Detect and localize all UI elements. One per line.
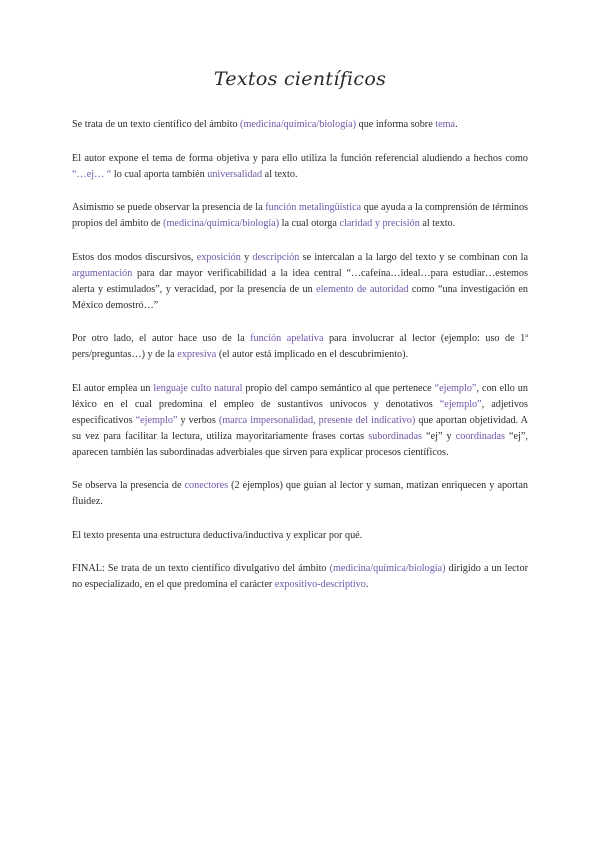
highlighted-text: lenguaje culto natural [153, 382, 243, 394]
text-run: Se observa la presencia de [72, 480, 185, 491]
highlighted-text: (marca impersonalidad, presente del indicativo) [218, 414, 416, 426]
text-run: El autor expone el tema de forma objetiva y para ello utiliza la función referencial aludiendo a hechos como [72, 152, 528, 164]
highlighted-text: claridad y precisión [339, 218, 420, 229]
text-run: que aportan objetividad. A su vez para facilitar la lectura, utiliza mayoritariamente frases cortas [72, 414, 528, 442]
highlighted-text: universalidad [207, 168, 263, 180]
text-run: . [455, 119, 458, 130]
text-run: “ej”, aparecen también las subordinadas adverbiales que sirven para explicar procesos científicos. [72, 430, 528, 458]
text-run: , con ello un léxico en el cual predomina el empleo de sustantivos unívocos y denotativos [72, 382, 528, 410]
text-run: El texto presenta una estructura deductiva/inductiva y explicar por qué. [72, 529, 363, 541]
text-run: (2 ejemplos) que guían al lector y suman, matizan enriquecen y aportan fluidez. [72, 480, 528, 507]
paragraph [72, 151, 528, 183]
text-run: (el autor está implicado en el descubrimiento). [216, 349, 409, 360]
text-run: y verbos [177, 414, 219, 426]
highlighted-text: “ejemplo” [439, 398, 482, 410]
paragraph [72, 250, 528, 314]
text-run: para involucrar al lector (ejemplo: uso de 1ª pers/preguntas…) y de la [72, 333, 528, 360]
highlighted-text: (medicina/química/biología) [240, 119, 357, 130]
highlighted-text: función apelativa [250, 333, 324, 344]
text-run: Se trata de un texto científico del ámbito [72, 119, 241, 130]
highlighted-text: tema [435, 119, 456, 130]
text-run: para dar mayor verificabilidad a la idea central “…cafeína…ideal…para estudiar…estemos alerta y estimulados”, y veracidad, por la presencia de un [72, 267, 528, 295]
text-run: Asimismo se puede observar la presencia de la [72, 202, 266, 213]
text-run: El autor emplea un [72, 382, 154, 394]
text-run: dirigido a un lector no especializado, en el que predomina el carácter [72, 563, 528, 590]
page-title: Textos científicos [213, 68, 387, 90]
text-run: , adjetivos especificativos [72, 398, 528, 426]
text-run: se intercalan a la largo del texto y se combinan con la [299, 251, 529, 263]
highlighted-text: función metalingüística [265, 202, 362, 213]
document-body [72, 117, 528, 611]
highlighted-text: expositivo-descriptivo [274, 579, 366, 590]
paragraph [72, 528, 528, 544]
text-run: . [365, 579, 369, 590]
text-run: lo cual aporta también [111, 168, 208, 180]
paragraph [72, 200, 528, 232]
text-run: como “una investigación en México demostró…” [72, 283, 528, 311]
paragraph [72, 117, 528, 133]
text-run: y [240, 251, 253, 263]
text-run: al texto. [419, 218, 456, 229]
text-run: propio del campo semántico al que pertenece [242, 382, 435, 394]
text-run: la cual otorga [279, 218, 340, 229]
highlighted-text: argumentación [72, 267, 133, 279]
text-run: Por otro lado, el autor hace uso de la [72, 333, 251, 344]
highlighted-text: “ejemplo” [434, 382, 477, 394]
highlighted-text: (medicina/química/biología) [329, 563, 446, 574]
highlighted-text: expresiva [177, 349, 217, 360]
paragraph [72, 381, 528, 461]
text-run: al texto. [262, 168, 298, 180]
text-run: “ej” y [421, 430, 456, 442]
paragraph [72, 331, 528, 363]
text-run: FINAL: Se trata de un texto científico divulgativo del ámbito [72, 563, 330, 574]
highlighted-text: “ejemplo” [135, 414, 178, 426]
paragraph [72, 478, 528, 510]
text-run: que informa sobre [356, 119, 436, 130]
highlighted-text: exposición [196, 251, 241, 263]
paragraph [72, 561, 528, 593]
text-run: Estos dos modos discursivos, [72, 251, 197, 263]
highlighted-text: (medicina/química/biología) [163, 218, 280, 229]
highlighted-text: “…ej… “ [72, 168, 112, 180]
highlighted-text: elemento de autoridad [316, 283, 409, 295]
highlighted-text: descripción [252, 251, 300, 263]
text-run: que ayuda a la comprensión de términos propios del ámbito de [72, 202, 529, 229]
highlighted-text: coordinadas [455, 430, 505, 442]
highlighted-text: conectores [184, 480, 229, 491]
highlighted-text: subordinadas [368, 430, 422, 442]
